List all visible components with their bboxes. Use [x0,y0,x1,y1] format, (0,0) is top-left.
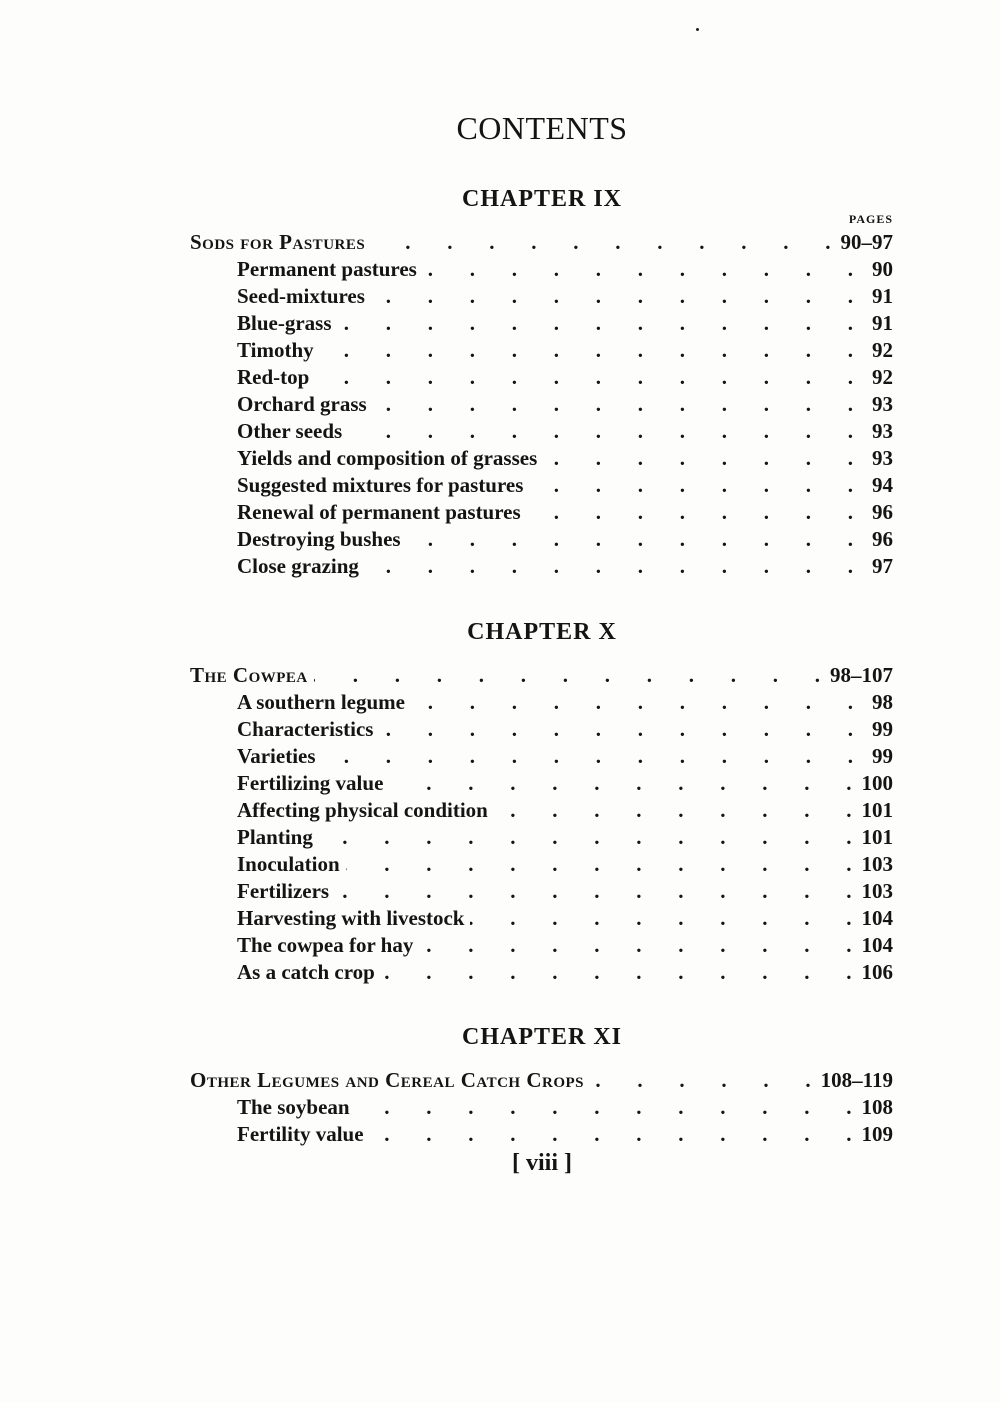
dot-leader [389,771,851,796]
entry-label: Seed-mixtures [237,284,365,308]
dot-leader [419,933,851,958]
entry-label: Other Legumes and Cereal Catch Crops [190,1068,585,1092]
entry-label: The cowpea for hay [237,933,414,957]
entry-label: Suggested mixtures for pastures [237,473,524,497]
entry-page: 91 [872,284,893,308]
dot-leader [346,852,852,877]
entry-label: Other seeds [237,419,343,443]
entry-label: Harvesting with livestock [237,906,465,930]
dot-leader [315,365,853,390]
entry-page: 99 [872,717,893,741]
toc-entry [237,717,893,743]
chapter-heading: CHAPTER X [467,619,617,645]
toc-entry [237,690,893,716]
entry-page: 99 [872,744,893,768]
entry-page: 103 [861,879,893,903]
entry-label: Orchard grass [237,392,367,416]
toc-entry [237,744,893,770]
dot-leader [373,392,853,417]
dot-leader [348,419,853,444]
entry-label: A southern legume [237,690,405,714]
entry-label: Affecting physical condition [237,798,488,822]
toc-entry [237,419,893,445]
entry-page-range: 90–97 [840,230,893,254]
page-title: CONTENTS [456,110,628,146]
entry-page: 106 [861,960,893,984]
entry-label: Fertilizing value [237,771,384,795]
dot-leader [314,663,820,688]
toc-entry [237,365,893,391]
toc-entry [237,527,893,553]
dot-leader [423,257,853,282]
entry-label: Blue-grass [237,311,332,335]
print-speck [696,28,699,31]
toc-main-entry [190,1068,893,1094]
entry-page: 91 [872,311,893,335]
dot-leader [470,906,851,931]
entry-page-range: 108–119 [820,1068,893,1092]
toc-entry [237,554,893,580]
toc-entry [237,825,893,851]
entry-page: 96 [872,527,893,551]
toc-main-entry [190,230,893,256]
page-number: [ viii ] [512,1150,572,1176]
dot-leader [379,717,853,742]
entry-page: 93 [872,419,893,443]
entry-page: 101 [861,825,893,849]
entry-page: 104 [861,906,893,930]
entry-label: As a catch crop [237,960,375,984]
entry-label: Fertilizers [237,879,330,903]
entry-label: Red-top [237,365,310,389]
dot-leader [365,554,853,579]
entry-page: 108 [861,1095,893,1119]
entry-label: Permanent pastures [237,257,417,281]
dot-leader [411,690,853,715]
toc-entry [237,1122,893,1148]
entry-label: Sods for Pastures [190,230,366,254]
dot-leader [529,473,853,498]
dot-leader [370,1122,852,1147]
dot-leader [407,527,853,552]
toc-entry [237,906,893,932]
toc-entry [237,798,893,824]
chapter-heading: CHAPTER XI [461,1024,622,1050]
dot-leader [335,879,851,904]
entry-label: The soybean [237,1095,350,1119]
toc-entry [237,933,893,959]
toc-entry [237,473,893,499]
dot-leader [322,744,853,769]
dot-leader [319,825,852,850]
dot-leader [494,798,852,823]
entry-page: 101 [861,798,893,822]
toc-entry [237,879,893,905]
toc-entry [237,284,893,310]
entry-label: Characteristics [237,717,374,741]
entry-label: Destroying bushes [237,527,401,551]
dot-leader [590,1068,811,1093]
toc-entry [237,338,893,364]
toc-entry [237,960,893,986]
entry-page: 93 [872,446,893,470]
dot-leader [371,230,830,255]
entry-label: Varieties [237,744,316,768]
toc-entry [237,446,893,472]
dot-leader [527,500,853,525]
dot-leader [543,446,853,471]
entry-page: 92 [872,365,893,389]
entry-page: 104 [861,933,893,957]
entry-page: 96 [872,500,893,524]
entry-page: 109 [861,1122,893,1146]
toc-entry [237,257,893,283]
toc-entry [237,500,893,526]
entry-page: 90 [872,257,893,281]
toc-entry [237,311,893,337]
toc-entry [237,771,893,797]
dot-leader [356,1095,852,1120]
entry-page: 93 [872,392,893,416]
dot-leader [338,311,854,336]
entry-label: Fertility value [237,1122,364,1146]
pages-column-header: PAGES [848,212,893,226]
entry-page: 94 [872,473,893,497]
toc-entry [237,1095,893,1121]
dot-leader [371,284,853,309]
entry-page: 98 [872,690,893,714]
entry-page-range: 98–107 [830,663,893,687]
entry-page: 92 [872,338,893,362]
entry-page: 100 [861,771,893,795]
dot-leader [381,960,852,985]
dot-leader [320,338,853,363]
toc-entry [237,852,893,878]
entry-label: The Cowpea [190,663,308,687]
entry-label: Inoculation [237,852,340,876]
entry-label: Planting [237,825,313,849]
entry-page: 97 [872,554,893,578]
entry-label: Yields and composition of grasses [237,446,538,470]
entry-label: Renewal of permanent pastures [237,500,521,524]
entry-page: 103 [861,852,893,876]
entry-label: Timothy [237,338,314,362]
toc-entry [237,392,893,418]
chapter-heading: CHAPTER IX [461,186,622,212]
entry-label: Close grazing [237,554,359,578]
toc-main-entry [190,663,893,689]
